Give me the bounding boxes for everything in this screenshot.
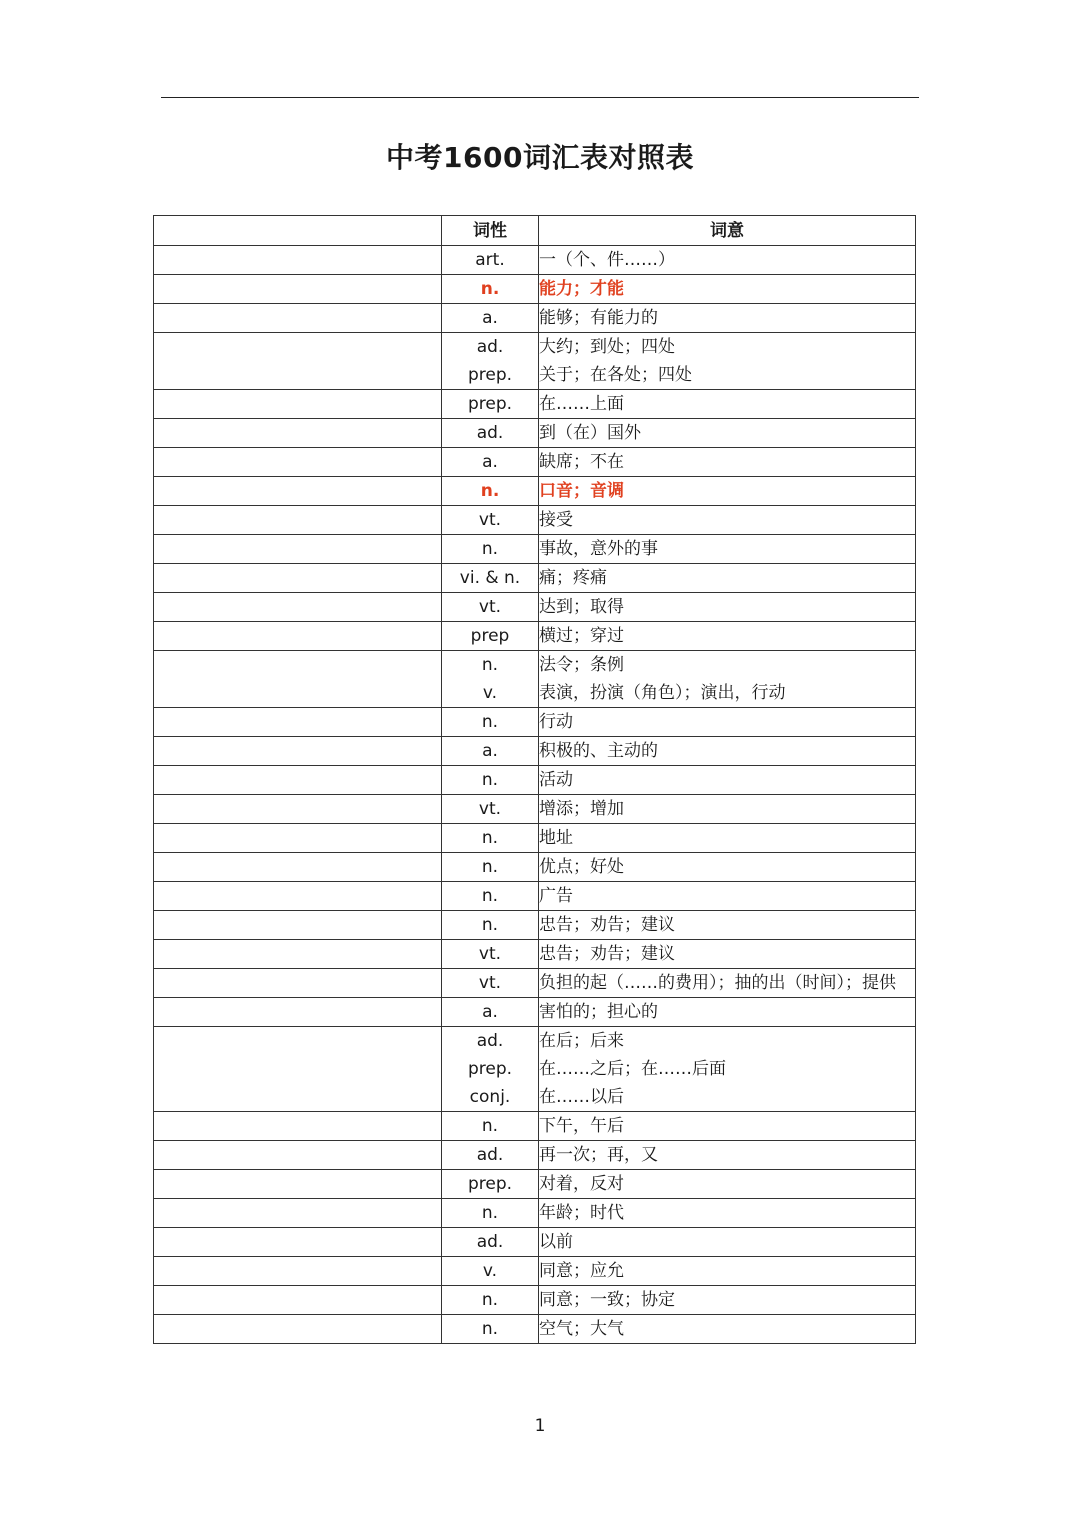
part-of-speech-text: n.	[481, 655, 499, 675]
part-of-speech-text: n.	[480, 481, 500, 501]
part-of-speech-text: n.	[481, 770, 499, 790]
table-row	[154, 853, 916, 882]
word-cell	[154, 998, 442, 1027]
part-of-speech-text: n.	[480, 279, 500, 299]
table-row	[154, 882, 916, 911]
meaning-text: 同意；应允	[539, 1261, 624, 1281]
meaning-cell	[539, 766, 916, 795]
part-of-speech-text: prep	[470, 626, 510, 646]
table-row	[154, 824, 916, 853]
part-of-speech-cell	[442, 969, 539, 998]
meaning-cell	[539, 448, 916, 477]
meaning-text: 以前	[539, 1232, 573, 1252]
part-of-speech-text: prep.	[467, 394, 513, 414]
word-cell	[154, 535, 442, 564]
word-cell	[154, 1141, 442, 1170]
meaning-cell	[539, 477, 916, 506]
vocabulary-table	[153, 215, 916, 1344]
meaning-text: 一（个、件……）	[539, 250, 675, 270]
meaning-text: 广告	[539, 886, 573, 906]
meaning-text: 在后；后来	[539, 1031, 624, 1051]
table-row	[154, 651, 916, 708]
meaning-text: 增添；增加	[539, 799, 624, 819]
table-row	[154, 911, 916, 940]
part-of-speech-text: vt.	[478, 944, 502, 964]
table-row	[154, 737, 916, 766]
meaning-text: 害怕的；担心的	[539, 1002, 658, 1022]
part-of-speech-cell	[442, 333, 539, 390]
part-of-speech-text: vt.	[478, 973, 502, 993]
meaning-text: 横过；穿过	[539, 626, 624, 646]
meaning-text: 事故，意外的事	[539, 539, 658, 559]
part-of-speech-text: vt.	[478, 510, 502, 530]
table-row	[154, 795, 916, 824]
meaning-cell	[539, 940, 916, 969]
word-cell	[154, 1170, 442, 1199]
part-of-speech-cell	[442, 622, 539, 651]
table-row	[154, 998, 916, 1027]
part-of-speech-cell	[442, 824, 539, 853]
meaning-text: 关于；在各处；四处	[539, 365, 692, 385]
part-of-speech-text: n.	[481, 857, 499, 877]
word-cell	[154, 853, 442, 882]
part-of-speech-cell	[442, 593, 539, 622]
header-meaning: 词意	[539, 216, 916, 246]
table-row	[154, 275, 916, 304]
part-of-speech-cell	[442, 1315, 539, 1344]
meaning-text: 接受	[539, 510, 573, 530]
part-of-speech-text: n.	[481, 1116, 499, 1136]
meaning-text: 口音；音调	[539, 481, 624, 501]
meaning-cell	[539, 1170, 916, 1199]
meaning-cell	[539, 795, 916, 824]
part-of-speech-text: v.	[482, 683, 498, 703]
table-row	[154, 246, 916, 275]
part-of-speech-text: art.	[475, 250, 505, 270]
meaning-text: 大约；到处；四处	[539, 337, 675, 357]
part-of-speech-cell	[442, 853, 539, 882]
table-header-row	[154, 216, 916, 246]
table-row	[154, 304, 916, 333]
part-of-speech-text: prep.	[467, 1059, 513, 1079]
table-row	[154, 1257, 916, 1286]
word-cell	[154, 795, 442, 824]
word-cell	[154, 911, 442, 940]
part-of-speech-cell	[442, 419, 539, 448]
word-cell	[154, 333, 442, 390]
part-of-speech-cell	[442, 1257, 539, 1286]
meaning-text: 在……以后	[539, 1087, 624, 1107]
meaning-cell	[539, 737, 916, 766]
word-cell	[154, 304, 442, 333]
table-row	[154, 1141, 916, 1170]
part-of-speech-cell	[442, 766, 539, 795]
header-word	[154, 216, 442, 246]
part-of-speech-cell	[442, 246, 539, 275]
word-cell	[154, 564, 442, 593]
table-row	[154, 1027, 916, 1112]
meaning-text: 法令；条例	[539, 655, 624, 675]
word-cell	[154, 448, 442, 477]
part-of-speech-text: conj.	[469, 1087, 511, 1107]
word-cell	[154, 593, 442, 622]
meaning-cell	[539, 853, 916, 882]
table-row	[154, 622, 916, 651]
meaning-cell	[539, 1027, 916, 1112]
part-of-speech-cell	[442, 911, 539, 940]
meaning-text: 忠告；劝告；建议	[539, 915, 675, 935]
header-rule	[161, 97, 919, 98]
word-cell	[154, 882, 442, 911]
meaning-cell	[539, 535, 916, 564]
meaning-cell	[539, 824, 916, 853]
table-row	[154, 1228, 916, 1257]
table-row	[154, 390, 916, 419]
meaning-cell	[539, 911, 916, 940]
meaning-text: 地址	[539, 828, 573, 848]
part-of-speech-cell	[442, 1199, 539, 1228]
part-of-speech-text: a.	[482, 308, 498, 328]
meaning-cell	[539, 1141, 916, 1170]
word-cell	[154, 651, 442, 708]
part-of-speech-cell	[442, 1141, 539, 1170]
table-row	[154, 419, 916, 448]
meaning-cell	[539, 564, 916, 593]
meaning-cell	[539, 506, 916, 535]
word-cell	[154, 766, 442, 795]
part-of-speech-cell	[442, 1170, 539, 1199]
part-of-speech-cell	[442, 737, 539, 766]
table-row	[154, 564, 916, 593]
meaning-cell	[539, 651, 916, 708]
meaning-text: 能够；有能力的	[539, 308, 658, 328]
word-cell	[154, 1112, 442, 1141]
meaning-text: 再一次；再，又	[539, 1145, 658, 1165]
table-row	[154, 969, 916, 998]
meaning-text: 达到；取得	[539, 597, 624, 617]
part-of-speech-text: n.	[481, 1203, 499, 1223]
table-row	[154, 477, 916, 506]
meaning-text: 到（在）国外	[539, 423, 641, 443]
part-of-speech-text: ad.	[476, 337, 504, 357]
part-of-speech-text: ad.	[476, 1145, 504, 1165]
meaning-cell	[539, 708, 916, 737]
part-of-speech-cell	[442, 304, 539, 333]
part-of-speech-cell	[442, 564, 539, 593]
meaning-text: 优点；好处	[539, 857, 624, 877]
word-cell	[154, 824, 442, 853]
part-of-speech-text: prep.	[467, 1174, 513, 1194]
part-of-speech-cell	[442, 651, 539, 708]
table-body	[154, 246, 916, 1344]
meaning-cell	[539, 333, 916, 390]
part-of-speech-text: n.	[481, 915, 499, 935]
meaning-text: 在……上面	[539, 394, 624, 414]
word-cell	[154, 1027, 442, 1112]
word-cell	[154, 1199, 442, 1228]
meaning-cell	[539, 1199, 916, 1228]
meaning-text: 年龄；时代	[539, 1203, 624, 1223]
part-of-speech-text: ad.	[476, 1232, 504, 1252]
part-of-speech-text: vt.	[478, 597, 502, 617]
part-of-speech-text: vt.	[478, 799, 502, 819]
table-row	[154, 506, 916, 535]
part-of-speech-text: ad.	[476, 423, 504, 443]
meaning-cell	[539, 622, 916, 651]
word-cell	[154, 1286, 442, 1315]
meaning-cell	[539, 593, 916, 622]
part-of-speech-cell	[442, 1228, 539, 1257]
table-row	[154, 535, 916, 564]
page-title: 中考1600词汇表对照表	[386, 141, 694, 174]
table-row	[154, 1286, 916, 1315]
word-cell	[154, 708, 442, 737]
word-cell	[154, 940, 442, 969]
meaning-cell	[539, 1112, 916, 1141]
header-part-of-speech: 词性	[442, 216, 539, 246]
part-of-speech-cell	[442, 506, 539, 535]
part-of-speech-cell	[442, 940, 539, 969]
meaning-text: 忠告；劝告；建议	[539, 944, 675, 964]
meaning-text: 能力；才能	[539, 279, 624, 299]
word-cell	[154, 622, 442, 651]
part-of-speech-cell	[442, 1027, 539, 1112]
table-row	[154, 708, 916, 737]
meaning-cell	[539, 390, 916, 419]
word-cell	[154, 275, 442, 304]
meaning-cell	[539, 246, 916, 275]
table-row	[154, 448, 916, 477]
part-of-speech-cell	[442, 708, 539, 737]
table-row	[154, 1315, 916, 1344]
part-of-speech-text: n.	[481, 712, 499, 732]
part-of-speech-cell	[442, 535, 539, 564]
word-cell	[154, 1315, 442, 1344]
meaning-cell	[539, 882, 916, 911]
meaning-text: 下午，午后	[539, 1116, 624, 1136]
word-cell	[154, 246, 442, 275]
meaning-text: 缺席；不在	[539, 452, 624, 472]
part-of-speech-cell	[442, 882, 539, 911]
meaning-text: 积极的、主动的	[539, 741, 658, 761]
part-of-speech-cell	[442, 390, 539, 419]
word-cell	[154, 477, 442, 506]
part-of-speech-text: n.	[481, 886, 499, 906]
meaning-text: 空气；大气	[539, 1319, 624, 1339]
part-of-speech-text: a.	[482, 452, 498, 472]
meaning-cell	[539, 1257, 916, 1286]
meaning-text: 活动	[539, 770, 573, 790]
part-of-speech-text: n.	[481, 1290, 499, 1310]
part-of-speech-text: vi. & n.	[459, 568, 521, 588]
part-of-speech-text: n.	[481, 1319, 499, 1339]
table-row	[154, 940, 916, 969]
meaning-cell	[539, 304, 916, 333]
meaning-text: 对着，反对	[539, 1174, 624, 1194]
meaning-text: 在……之后；在……后面	[539, 1059, 726, 1079]
part-of-speech-cell	[442, 795, 539, 824]
word-cell	[154, 1257, 442, 1286]
word-cell	[154, 419, 442, 448]
part-of-speech-text: a.	[482, 1002, 498, 1022]
part-of-speech-cell	[442, 1112, 539, 1141]
part-of-speech-text: v.	[482, 1261, 498, 1281]
meaning-cell	[539, 419, 916, 448]
word-cell	[154, 969, 442, 998]
word-cell	[154, 506, 442, 535]
meaning-cell	[539, 969, 916, 998]
meaning-cell	[539, 1315, 916, 1344]
part-of-speech-text: prep.	[467, 365, 513, 385]
part-of-speech-text: a.	[482, 741, 498, 761]
meaning-text: 行动	[539, 712, 573, 732]
meaning-cell	[539, 1286, 916, 1315]
part-of-speech-cell	[442, 477, 539, 506]
table-row	[154, 1199, 916, 1228]
part-of-speech-cell	[442, 998, 539, 1027]
meaning-cell	[539, 1228, 916, 1257]
part-of-speech-cell	[442, 1286, 539, 1315]
part-of-speech-text: n.	[481, 539, 499, 559]
meaning-text: 同意；一致；协定	[539, 1290, 675, 1310]
table-row	[154, 1170, 916, 1199]
meaning-text: 痛；疼痛	[539, 568, 607, 588]
part-of-speech-text: ad.	[476, 1031, 504, 1051]
page-number: 1	[534, 1416, 546, 1436]
word-cell	[154, 1228, 442, 1257]
table-row	[154, 766, 916, 795]
table-row	[154, 593, 916, 622]
word-cell	[154, 737, 442, 766]
meaning-text: 负担的起（……的费用）；抽的出（时间）；提供	[539, 973, 896, 993]
meaning-cell	[539, 275, 916, 304]
meaning-cell	[539, 998, 916, 1027]
part-of-speech-text: n.	[481, 828, 499, 848]
meaning-text: 表演，扮演（角色）；演出，行动	[539, 683, 786, 703]
table-row	[154, 333, 916, 390]
part-of-speech-cell	[442, 448, 539, 477]
word-cell	[154, 390, 442, 419]
part-of-speech-cell	[442, 275, 539, 304]
table-row	[154, 1112, 916, 1141]
